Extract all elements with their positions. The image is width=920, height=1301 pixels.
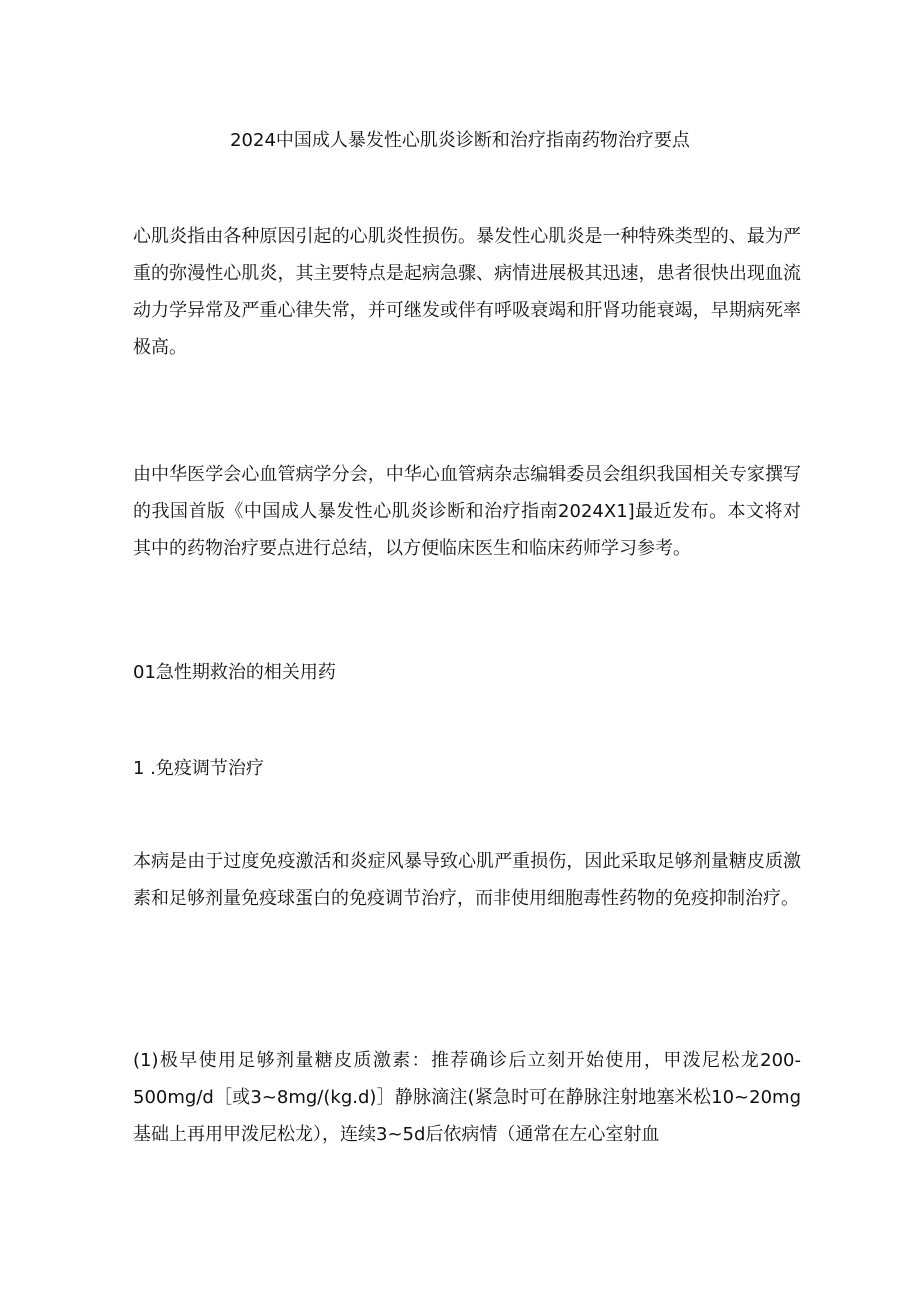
paragraph-glucocorticoid: (1)极早使用足够剂量糖皮质激素：推荐确诊后立刻开始使用，甲泼尼松龙200-500mg∕d［或3~8mg∕(kg.d)］静脉滴注(紧急时可在静脉注射地塞米松10~20mg基础上再用甲泼尼松龙），连续3~5d后依病情（通常在左心室射血 (133, 1050, 801, 1145)
paragraph-intro: 心肌炎指由各种原因引起的心肌炎性损伤。暴发性心肌炎是一种特殊类型的、最为严重的弥漫性心肌炎，其主要特点是起病急骤、病情进展极其迅速，患者很快出现血流动力学异常及严重心律失常，并可继发或伴有呼吸衰竭和肝肾功能衰竭，早期病死率极高。 (133, 226, 801, 358)
section-heading: 01急性期救治的相关用药 (133, 662, 336, 683)
paragraph-immune-therapy: 本病是由于过度免疫激活和炎症风暴导致心肌严重损伤，因此采取足够剂量糖皮质激素和足够剂量免疫球蛋白的免疫调节治疗，而非使用细胞毒性药物的免疫抑制治疗。 (133, 851, 801, 909)
paragraph-guideline-release: 由中华医学会心血管病学分会，中华心血管病杂志编辑委员会组织我国相关专家撰写的我国首版《中国成人暴发性心肌炎诊断和治疗指南2024X1]最近发布。本文将对其中的药物治疗要点进行总结，以方便临床医生和临床药师学习参考。 (133, 464, 801, 559)
subsection-heading: 1 .免疫调节治疗 (133, 758, 264, 779)
document-title: 2024中国成人暴发性心肌炎诊断和治疗指南药物治疗要点 (230, 130, 690, 151)
